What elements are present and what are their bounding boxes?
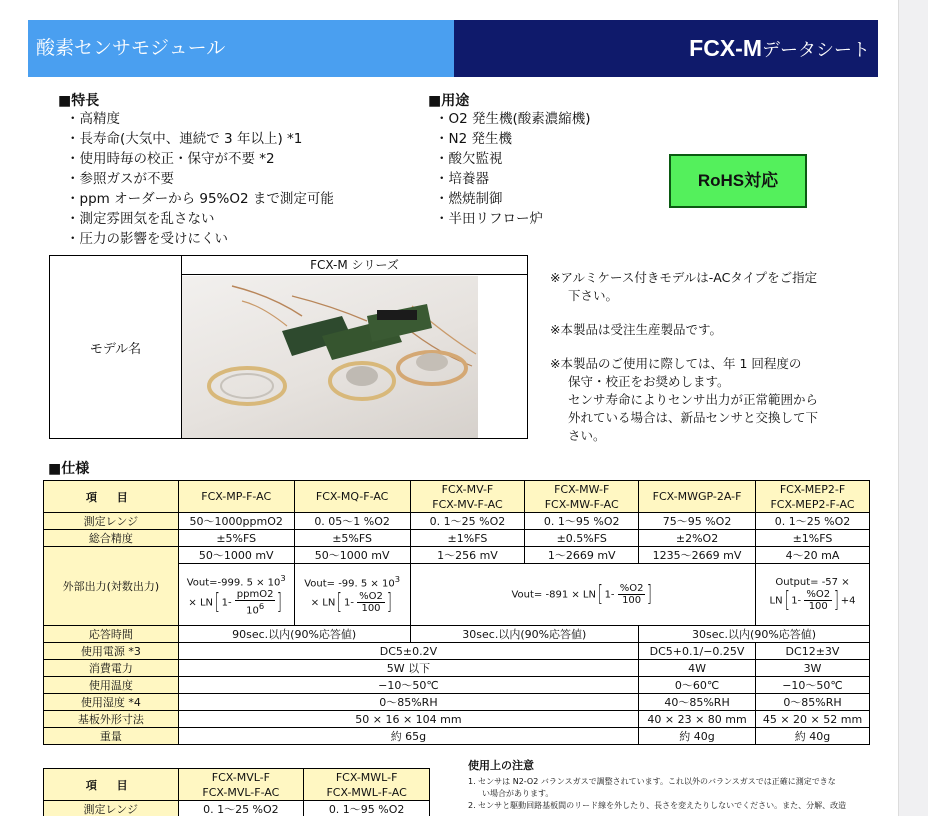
cell: DC12±3V bbox=[756, 643, 870, 660]
cell: ±1%FS bbox=[756, 530, 870, 547]
feature-item: ・使用時毎の校正・保守が不要 *2 bbox=[66, 151, 275, 167]
use-item: ・燃焼制御 bbox=[435, 191, 503, 207]
cell: 4～20 mA bbox=[756, 547, 870, 564]
product-photo bbox=[182, 276, 478, 438]
cell: 0. 1～25 %O2 bbox=[178, 801, 304, 816]
row-label: 応答時間 bbox=[44, 626, 179, 643]
header-suffix: データシート bbox=[762, 40, 870, 61]
cell: 50 × 16 × 104 mm bbox=[178, 711, 638, 728]
usage-note: 2. センサと駆動回路基板間のリード線を外したり、長さを変えたりしないでください。また、分解、改造 bbox=[468, 801, 847, 810]
use-item: ・N2 発生機 bbox=[435, 131, 512, 147]
note-aluminum-case-cont: 下さい。 bbox=[568, 288, 619, 303]
model-header: FCX-MVL-F FCX-MVL-F-AC bbox=[178, 769, 304, 801]
cell: 0. 05～1 %O2 bbox=[294, 513, 410, 530]
row-label: 使用温度 bbox=[44, 677, 179, 694]
model-header: FCX-MP-F-AC bbox=[178, 481, 294, 513]
spec-table bbox=[43, 480, 870, 745]
cell: ±5%FS bbox=[178, 530, 294, 547]
cell: 5W 以下 bbox=[178, 660, 638, 677]
features-list bbox=[66, 109, 334, 249]
row-label: 測定レンジ bbox=[44, 513, 179, 530]
uses-title: ■用途 bbox=[428, 93, 470, 109]
usage-note-cont: い場合があります。 bbox=[482, 789, 554, 798]
cell: 0. 1～95 %O2 bbox=[304, 801, 430, 816]
item-header: 項 目 bbox=[44, 769, 179, 801]
formula-cell: Vout= -99. $5 \times 10^3$ × LN[ 1- $\frac{\%O2}{100}$ ] bbox=[294, 564, 410, 626]
note-maintenance-cont: 保守・校正をお奨めします。 bbox=[568, 374, 730, 389]
cell: 3W bbox=[756, 660, 870, 677]
cell: 40 × 23 × 80 mm bbox=[639, 711, 756, 728]
cell: ±2%O2 bbox=[639, 530, 756, 547]
note-maintenance: ※本製品のご使用に際しては、年 1 回程度の bbox=[550, 356, 802, 371]
use-item: ・酸欠監視 bbox=[435, 151, 503, 167]
cell: 0～60℃ bbox=[639, 677, 756, 694]
feature-item: ・長寿命(大気中、連続で 3 年以上) *1 bbox=[66, 131, 303, 147]
header-product-title: 酸素センサモジュール bbox=[28, 20, 454, 77]
cell: 50～1000 mV bbox=[178, 547, 294, 564]
cell: 0. 1～95 %O2 bbox=[525, 513, 639, 530]
row-label: 測定レンジ bbox=[44, 801, 179, 816]
cell: 0. 1～25 %O2 bbox=[756, 513, 870, 530]
feature-item: ・高精度 bbox=[66, 111, 120, 127]
item-header: 項 目 bbox=[44, 481, 179, 513]
spec-title: ■仕様 bbox=[48, 461, 90, 477]
cell: ±5%FS bbox=[294, 530, 410, 547]
cell: 4W bbox=[639, 660, 756, 677]
cell: 45 × 20 × 52 mm bbox=[756, 711, 870, 728]
cell: 0～85%RH bbox=[756, 694, 870, 711]
feature-item: ・圧力の影響を受けにくい bbox=[66, 231, 228, 247]
model-header: FCX-MV-F FCX-MV-F-AC bbox=[410, 481, 525, 513]
sensor-modules-illustration bbox=[182, 276, 478, 438]
notes-block bbox=[550, 269, 850, 461]
row-label: 重量 bbox=[44, 728, 179, 745]
spec-table-2 bbox=[43, 768, 430, 816]
row-label: 消費電力 bbox=[44, 660, 179, 677]
note-aluminum-case: ※アルミケース付きモデルは-ACタイプをご指定 bbox=[550, 270, 818, 285]
model-header: FCX-MWGP-2A-F bbox=[639, 481, 756, 513]
cell: 30sec.以内(90%応答値) bbox=[639, 626, 870, 643]
cell: 90sec.以内(90%応答値) bbox=[178, 626, 410, 643]
model-header: FCX-MQ-F-AC bbox=[294, 481, 410, 513]
header-model: FCX-M bbox=[689, 35, 762, 61]
cell: 50～1000ppmO2 bbox=[178, 513, 294, 530]
usage-title: 使用上の注意 bbox=[468, 759, 534, 772]
cell: 約 40g bbox=[756, 728, 870, 745]
row-label: 使用湿度 *4 bbox=[44, 694, 179, 711]
note-made-to-order: ※本製品は受注生産製品です。 bbox=[550, 322, 722, 337]
cell: ±1%FS bbox=[410, 530, 525, 547]
cell: 0. 1～25 %O2 bbox=[410, 513, 525, 530]
cell: 0～85%RH bbox=[178, 694, 638, 711]
header-model-banner bbox=[454, 20, 878, 77]
model-name-label: モデル名 bbox=[50, 256, 182, 438]
model-header: FCX-MW-F FCX-MW-F-AC bbox=[525, 481, 639, 513]
cell: 75～95 %O2 bbox=[639, 513, 756, 530]
cell: ±0.5%FS bbox=[525, 530, 639, 547]
row-label: 使用電源 *3 bbox=[44, 643, 179, 660]
feature-item: ・ppm オーダーから 95%O2 まで測定可能 bbox=[66, 191, 334, 207]
use-item: ・O2 発生機(酸素濃縮機) bbox=[435, 111, 591, 127]
cell: DC5+0.1/−0.25V bbox=[639, 643, 756, 660]
note-maintenance-cont: さい。 bbox=[568, 428, 606, 443]
feature-item: ・測定雰囲気を乱さない bbox=[66, 211, 215, 227]
cell: 30sec.以内(90%応答値) bbox=[410, 626, 639, 643]
cell: 1～256 mV bbox=[410, 547, 525, 564]
uses-list bbox=[435, 109, 591, 229]
series-header: FCX-M シリーズ bbox=[182, 256, 527, 275]
cell: 40～85%RH bbox=[639, 694, 756, 711]
formula-cell: Vout=-999. $5 \times 10^3$ × LN[ 1- $\frac{\text{ppmO2}}{10^6}$ ] bbox=[178, 564, 294, 626]
feature-item: ・参照ガスが不要 bbox=[66, 171, 174, 187]
note-maintenance-cont: センサ寿命によりセンサ出力が正常範囲から bbox=[568, 392, 819, 407]
features-title: ■特長 bbox=[58, 93, 100, 109]
row-label: 外部出力(対数出力) bbox=[44, 547, 179, 626]
usage-notes bbox=[468, 760, 868, 812]
use-item: ・培養器 bbox=[435, 171, 489, 187]
row-label: 総合精度 bbox=[44, 530, 179, 547]
note-maintenance-cont: 外れている場合は、新品センサと交換して下 bbox=[568, 410, 819, 425]
cell: 1～2669 mV bbox=[525, 547, 639, 564]
scrollbar[interactable] bbox=[898, 0, 928, 816]
cell: 50～1000 mV bbox=[294, 547, 410, 564]
formula-cell: Output= -57 × LN[ 1- $\frac{\%O2}{100}$ ] +4 bbox=[756, 564, 870, 626]
use-item: ・半田リフロー炉 bbox=[435, 211, 543, 227]
cell: −10～50℃ bbox=[756, 677, 870, 694]
cell: DC5±0.2V bbox=[178, 643, 638, 660]
row-label: 基板外形寸法 bbox=[44, 711, 179, 728]
cell: −10～50℃ bbox=[178, 677, 638, 694]
rohs-badge: RoHS対応 bbox=[669, 154, 807, 208]
cell: 1235～2669 mV bbox=[639, 547, 756, 564]
cell: 約 40g bbox=[639, 728, 756, 745]
model-header: FCX-MEP2-F FCX-MEP2-F-AC bbox=[756, 481, 870, 513]
cell: 約 65g bbox=[178, 728, 638, 745]
model-header: FCX-MWL-F FCX-MWL-F-AC bbox=[304, 769, 430, 801]
usage-note: 1. センサは N2-O2 バランスガスで調整されています。これ以外のバランスガスでは正確に測定できな bbox=[468, 777, 836, 786]
formula-cell: Vout= -891 × LN[ 1- $\frac{\%O2}{100}$ ] bbox=[410, 564, 755, 626]
